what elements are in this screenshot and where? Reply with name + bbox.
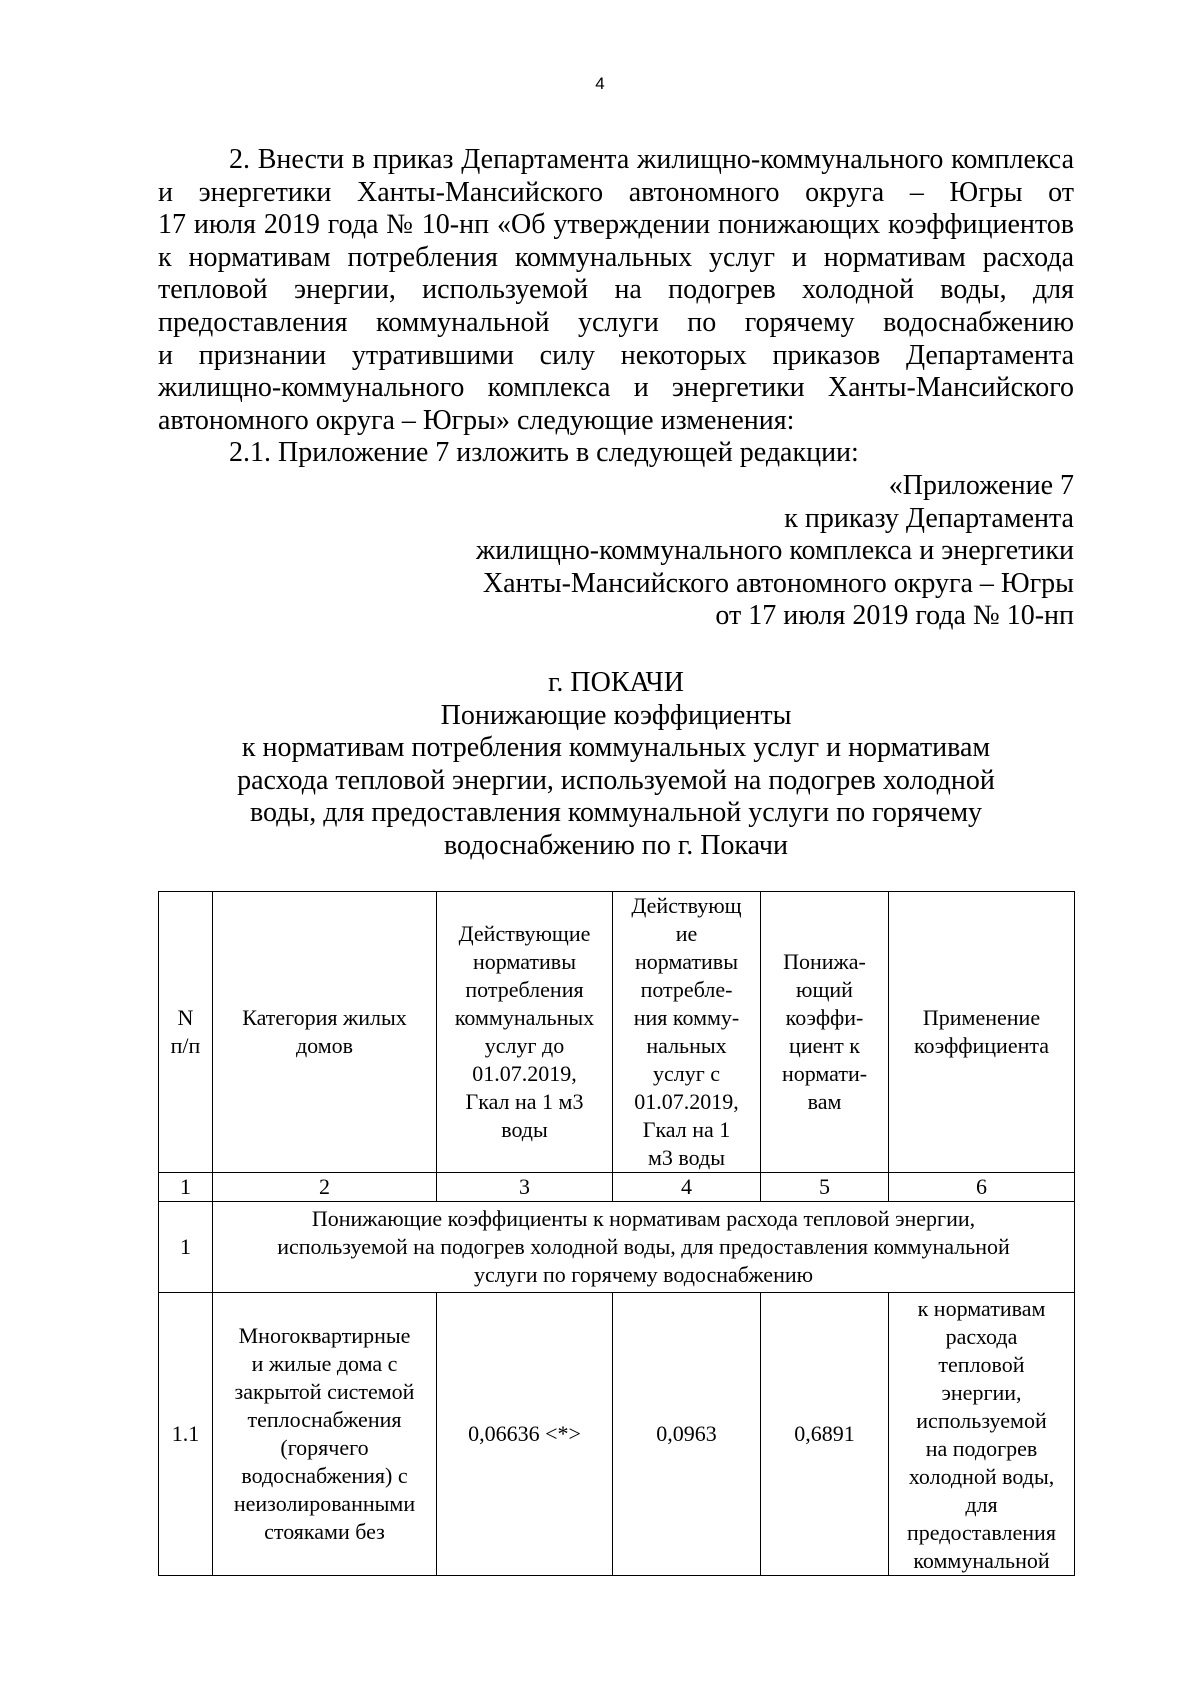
header-norm-after: Действующ ие нормативы потребле- ния комму- нальных услуг с 01.07.2019, Гкал на 1 м3 воды [613,892,761,1173]
row-category: Многоквартирные и жилые дома с закрытой системой теплоснабжения (горячего водоснабжения) с неизолированными стояками без [213,1293,437,1576]
heading-line: Понижающие коэффициенты [440,699,792,731]
section-title: Понижающие коэффициенты к нормативам расхода тепловой энергии, используемой на подогрев холодной воды, для предоставления коммунальной услуги по горячему водоснабжению [213,1202,1075,1293]
row-norm-after: 0,0963 [613,1293,761,1576]
section-number: 1 [159,1202,213,1293]
paragraph-2 [158,144,1074,437]
annex-line: жилищно-коммунального комплекса и энергетики [475,535,1074,567]
paragraph-line: и энергетики Ханты-Мансийского автономного округа – Югры от [158,176,1074,208]
row-application: к нормативам расхода тепловой энергии, используемой на подогрев холодной воды, для предоставления коммунальной [889,1293,1075,1576]
annex-line: «Приложение 7 [888,470,1074,501]
paragraph-line: и признании утратившими силу некоторых приказов Департамента [158,339,1074,371]
header-coefficient: Понижа- ющий коэффи- циент к нормати- вам [761,892,889,1173]
city-title: г. ПОКАЧИ [548,667,684,698]
body-text [158,144,1074,470]
coefficients-table [158,891,1075,1576]
column-number: 1 [159,1173,213,1202]
column-number: 6 [889,1173,1075,1202]
column-number: 4 [613,1173,761,1202]
row-coefficient: 0,6891 [761,1293,889,1576]
paragraph-line: тепловой энергии, используемой на подогрев холодной воды, для [158,274,1074,306]
annex-line: к приказу Департамента [784,502,1074,534]
header-category: Категория жилых домов [213,892,437,1173]
annex-line: Ханты-Мансийского автономного округа – Югры [482,567,1074,599]
header-number: N п/п [159,892,213,1173]
section-row [159,1202,1075,1293]
table-header-row [159,892,1075,1173]
heading-line: водоснабжению по г. Покачи [444,829,788,861]
document-heading [158,667,1074,863]
paragraph-line: 2. Внести в приказ Департамента жилищно-коммунального комплекса [229,144,1074,175]
heading-line: к нормативам потребления коммунальных услуг и нормативам [241,732,991,764]
column-numbers-row [159,1173,1075,1202]
paragraph-line: жилищно-коммунального комплекса и энергетики Ханты-Мансийского [158,372,1074,404]
heading-line: расхода тепловой энергии, используемой на подогрев холодной [237,764,995,796]
paragraph-2-1: 2.1. Приложение 7 изложить в следующей редакции: [229,437,859,469]
paragraph-line: 17 июля 2019 года № 10-нп «Об утверждении понижающих коэффициентов [158,209,1074,241]
page-number: 4 [595,74,605,93]
paragraph-line: автономного округа – Югры» следующие изменения: [158,404,795,436]
annex-reference [476,470,1074,633]
column-number: 5 [761,1173,889,1202]
header-norm-before: Действующие нормативы потребления коммунальных услуг до 01.07.2019, Гкал на 1 м3 воды [437,892,613,1173]
table-row [159,1293,1075,1576]
column-number: 3 [437,1173,613,1202]
heading-line: воды, для предоставления коммунальной услуги по горячему [249,797,983,829]
column-number: 2 [213,1173,437,1202]
row-number: 1.1 [159,1293,213,1576]
paragraph-line: к нормативам потребления коммунальных услуг и нормативам расхода [158,241,1074,273]
row-norm-before: 0,06636 <*> [437,1293,613,1576]
paragraph-line: предоставления коммунальной услуги по горячему водоснабжению [158,306,1074,338]
annex-line: от 17 июля 2019 года № 10-нп [715,600,1074,632]
header-application: Применение коэффициента [889,892,1075,1173]
